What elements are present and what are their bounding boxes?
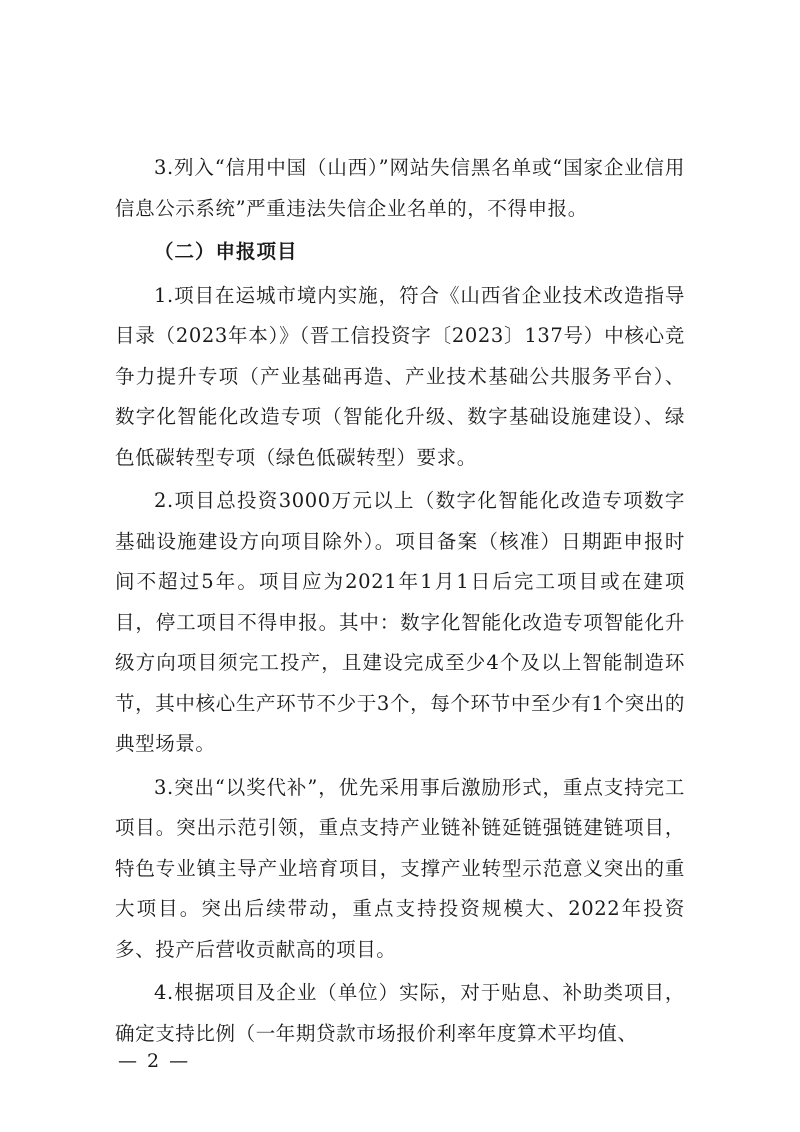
page-number: — 2 — bbox=[118, 1050, 191, 1072]
paragraph-item-2: 2.项目总投资3000万元以上（数字化智能化改造专项数字基础设施建设方向项目除外）。项目备案（核准）日期距申报时间不超过5年。项目应为2021年1月1日后完工项目或在建项目，停工项目不得申报。其中：数字化智能化改造专项智能化升级方向项目须完工投产，且建设完成至少4个及以上智能制造环节，其中核心生产环节不少于3个，每个环节中至少有1个突出的典型场景。 bbox=[115, 489, 685, 755]
paragraph-item-3: 3.突出“以奖代补”，优先采用事后激励形式，重点支持完工项目。突出示范引领，重点支持产业链补链延链强链建链项目，特色专业镇主导产业培育项目，支撑产业转型示范意义突出的重大项目。突出后续带动，重点支持投资规模大、2022年投资多、投产后营收贡献高的项目。 bbox=[115, 775, 685, 961]
section-heading: （二）申报项目 bbox=[154, 240, 298, 263]
document-body bbox=[115, 148, 685, 1054]
paragraph-item-1: 1.项目在运城市境内实施，符合《山西省企业技术改造指导目录（2023年本）》（晋工信投资字〔2023〕137号）中核心竞争力提升专项（产业基础再造、产业技术基础公共服务平台）、数字化智能化改造专项（智能化升级、数字基础设施建设）、绿色低碳转型专项（绿色低碳转型）要求。 bbox=[115, 283, 685, 469]
paragraph-item-4: 4.根据项目及企业（单位）实际，对于贴息、补助类项目，确定支持比例（一年期贷款市场报价利率年度算术平均值、 bbox=[115, 981, 685, 1045]
paragraph-blacklist-condition: 3.列入“信用中国（山西）”网站失信黑名单或“国家企业信用信息公示系统”严重违法失信企业名单的，不得申报。 bbox=[115, 156, 685, 220]
